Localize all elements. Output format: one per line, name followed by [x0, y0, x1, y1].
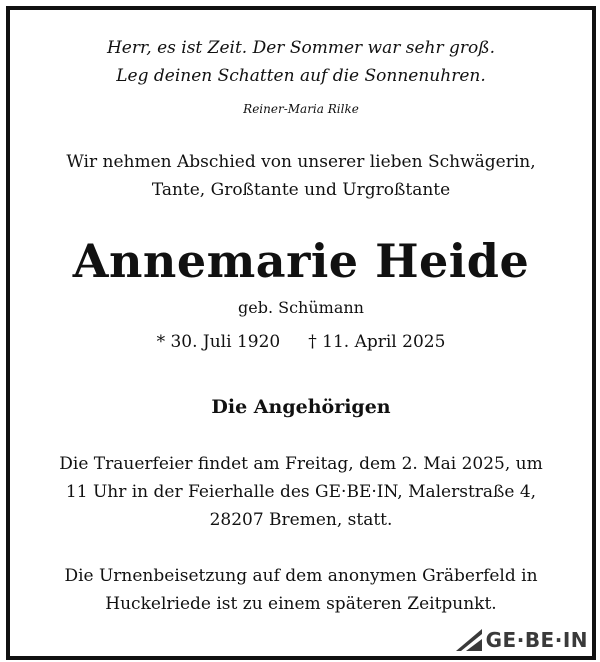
service-line-2: 11 Uhr in der Feierhalle des GE·BE·IN, Malerstraße 4,: [65, 482, 537, 502]
death-date: † 11. April 2025: [308, 332, 446, 352]
family-signature: Die Angehörigen: [211, 396, 391, 418]
gebein-logo-text: GE·BE·IN: [485, 628, 588, 652]
poem-line-2: Leg deinen Schatten auf die Sonnenuhren.: [116, 66, 486, 86]
gebein-logo-icon: [456, 629, 482, 651]
service-line-3: 28207 Bremen, statt.: [209, 510, 393, 530]
gebein-logo: [456, 628, 588, 652]
birth-name: geb. Schümann: [238, 298, 364, 317]
poem-line-1: Herr, es ist Zeit. Der Sommer war sehr groß.: [106, 38, 496, 58]
service-line-1: Die Trauerfeier findet am Freitag, dem 2. Mai 2025, um: [59, 454, 543, 474]
birth-date: * 30. Juli 1920: [156, 332, 281, 352]
poem-author: Reiner-Maria Rilke: [243, 102, 359, 116]
obituary-frame: [6, 6, 596, 660]
intro-line-1: Wir nehmen Abschied von unserer lieben Schwägerin,: [66, 152, 536, 172]
deceased-name: Annemarie Heide: [72, 234, 530, 288]
intro-line-2: Tante, Großtante und Urgroßtante: [151, 180, 451, 200]
burial-line-1: Die Urnenbeisetzung auf dem anonymen Gräberfeld in: [64, 566, 538, 586]
life-dates: [10, 332, 592, 352]
burial-line-2: Huckelriede ist zu einem späteren Zeitpunkt.: [105, 594, 497, 614]
